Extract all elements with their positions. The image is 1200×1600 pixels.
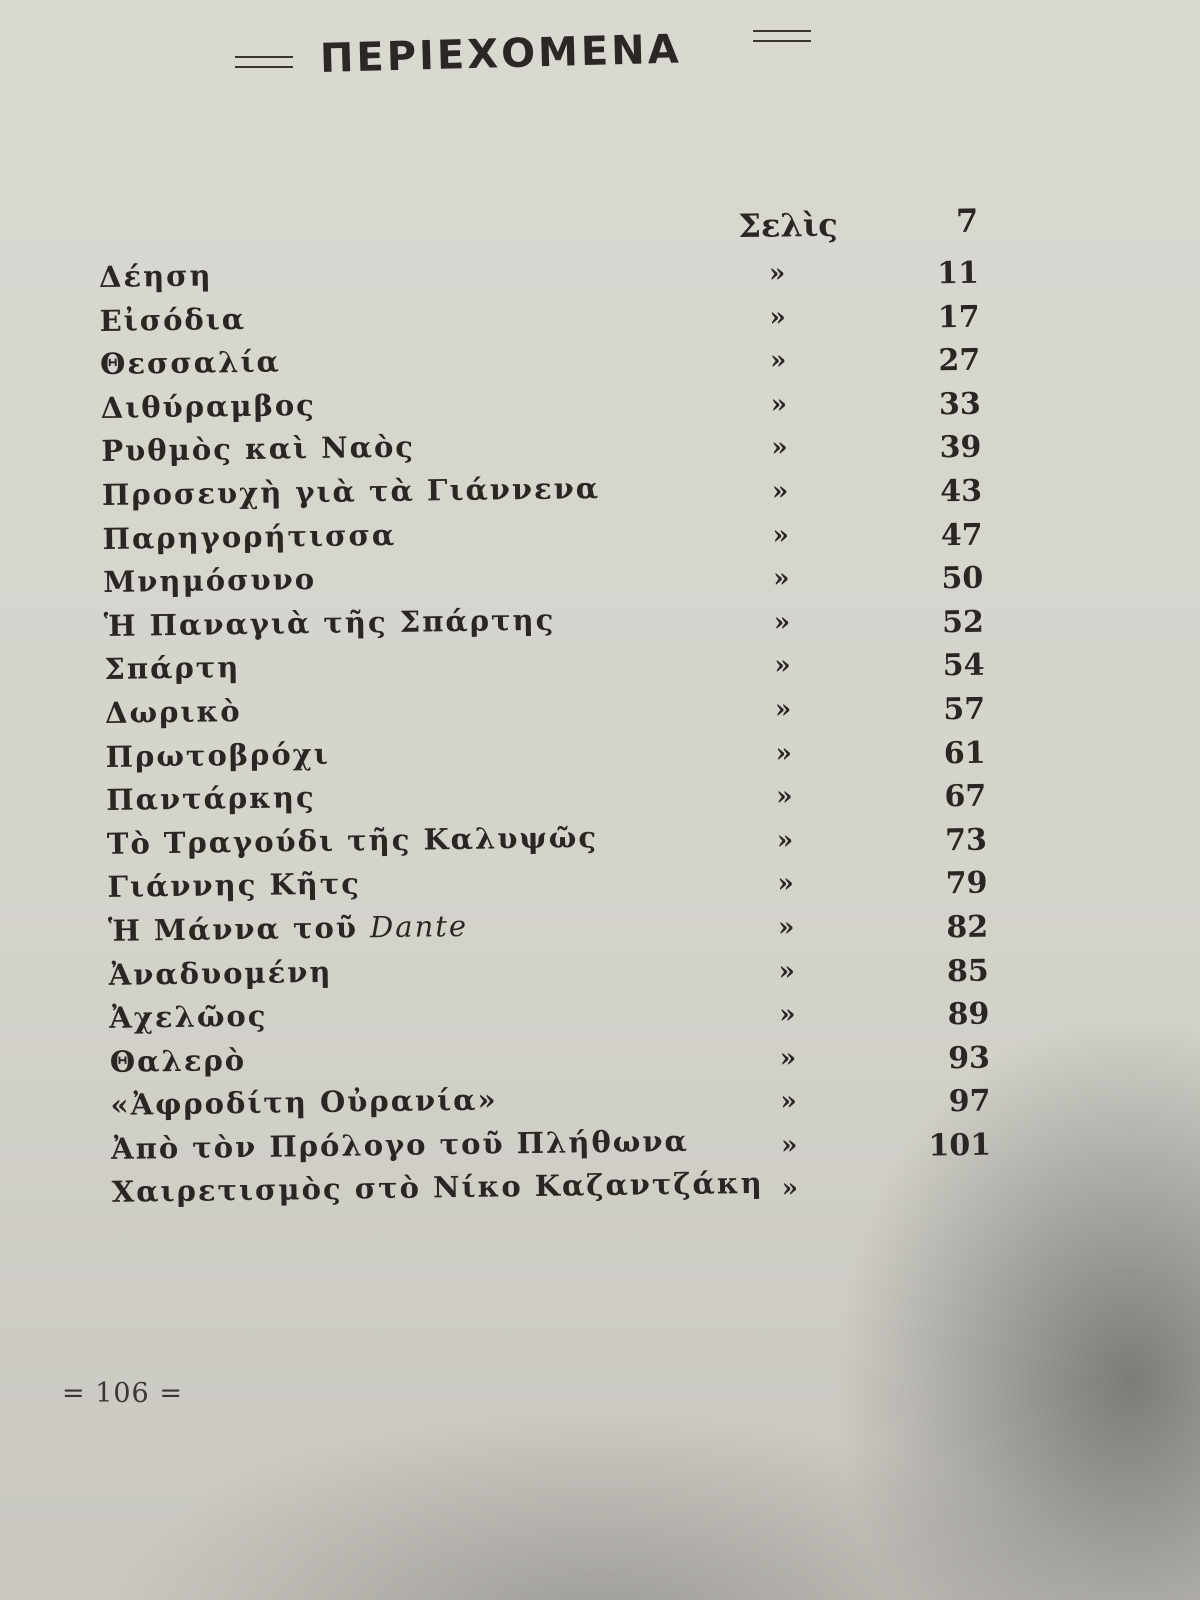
toc-entry-title-text: Ἡ Μάννα τοῦ bbox=[107, 910, 359, 948]
toc-entry-title-text: Παντάρκης bbox=[106, 780, 316, 818]
toc-entry-title bbox=[102, 471, 601, 512]
toc-entry-page: 61 bbox=[943, 735, 986, 771]
toc-entry-title-text: Γιάννης Κῆτς bbox=[107, 866, 362, 905]
toc-entry-title bbox=[100, 345, 281, 382]
toc-entry-title-text: Μνημόσυνο bbox=[102, 562, 317, 600]
toc-entry-page: 52 bbox=[941, 604, 985, 641]
toc-entry-title-text: Τὸ Τραγούδι τῆς Καλυψῶς bbox=[106, 819, 599, 861]
toc-entry-page: 79 bbox=[945, 865, 988, 902]
ditto-mark: » bbox=[774, 694, 792, 725]
toc-entry-title-text: Εἰσόδια bbox=[99, 301, 247, 338]
toc-entry-title-text: «Ἀφροδίτη Οὐρανία» bbox=[110, 1082, 498, 1123]
page-footer-number: = 106 = bbox=[62, 1378, 183, 1409]
ditto-mark: » bbox=[772, 519, 790, 551]
ditto-mark: » bbox=[773, 563, 790, 594]
toc-entry-title bbox=[108, 954, 332, 991]
toc-entry-page: 89 bbox=[947, 996, 990, 1033]
toc-entry-title-text: Διθύραμβος bbox=[100, 387, 317, 425]
toc-entry-title bbox=[105, 694, 242, 730]
toc-entry-page: 57 bbox=[943, 691, 986, 728]
toc-entry-title bbox=[101, 430, 415, 468]
ditto-mark: » bbox=[777, 868, 794, 899]
toc-entry-page: 54 bbox=[942, 648, 985, 684]
toc-entry-title-text: Παρηγορήτισσα bbox=[102, 517, 397, 556]
toc-entry-page: 50 bbox=[941, 560, 984, 597]
toc-entry-title-text: Θαλερὸ bbox=[109, 1042, 247, 1079]
toc-entry-title-text: Ἀναδυομένη bbox=[108, 954, 333, 992]
toc-entry-page: 33 bbox=[938, 386, 982, 423]
toc-entry-title-text: Ἀχελῶος bbox=[109, 998, 268, 1036]
toc-entry-page: 43 bbox=[940, 473, 983, 510]
toc-entry-title-text: Δωρικὸ bbox=[104, 693, 242, 730]
toc-entry-title-text: Σπάρτη bbox=[104, 650, 241, 687]
toc-entry-title bbox=[99, 302, 246, 338]
toc-entry-page: 47 bbox=[940, 517, 983, 553]
table-of-contents bbox=[98, 197, 1012, 1215]
ditto-mark: » bbox=[770, 389, 788, 420]
ditto-mark: » bbox=[774, 650, 791, 681]
ditto-mark: » bbox=[775, 737, 793, 769]
toc-entry-page: 97 bbox=[948, 1083, 991, 1120]
toc-entry-title bbox=[104, 602, 556, 642]
toc-entry-title-text: Ἡ Παναγιὰ τῆς Σπάρτης bbox=[103, 602, 556, 643]
toc-entry-title bbox=[101, 388, 317, 425]
toc-entry-page: 17 bbox=[937, 299, 980, 335]
toc-entry-title-italic: Dante bbox=[369, 908, 469, 945]
toc-entry-page: 73 bbox=[944, 822, 988, 858]
ditto-mark: » bbox=[777, 912, 795, 943]
toc-entry-title bbox=[107, 867, 361, 905]
toc-entry-title bbox=[107, 820, 599, 861]
toc-entry-page: 27 bbox=[938, 342, 981, 379]
ditto-mark: » bbox=[771, 432, 788, 463]
toc-entry-page: 93 bbox=[947, 1040, 991, 1076]
page-column-header: Σελὶς bbox=[738, 205, 839, 246]
page-title: ΠΕΡΙΕΧΟΜΕΝΑ bbox=[319, 26, 683, 82]
title-rule-right bbox=[753, 30, 811, 42]
toc-entry-title bbox=[105, 736, 330, 773]
toc-entry-title bbox=[108, 909, 468, 948]
ditto-mark: » bbox=[776, 781, 793, 812]
toc-entry-page: 85 bbox=[946, 953, 989, 989]
toc-entry-title-text: Ἀπὸ τὸν Πρόλογο τοῦ Πλήθωνα bbox=[110, 1123, 690, 1166]
ditto-mark: » bbox=[779, 1043, 797, 1074]
toc-entry-title-text: Δέηση bbox=[98, 258, 213, 294]
ditto-mark: » bbox=[780, 1130, 798, 1161]
ditto-mark: » bbox=[778, 955, 796, 987]
ditto-mark: » bbox=[781, 1173, 799, 1205]
toc-entry-page: 82 bbox=[946, 909, 989, 946]
ditto-mark: » bbox=[780, 1086, 797, 1117]
first-page-number: 7 bbox=[955, 201, 979, 241]
toc-entry-title-text: Χαιρετισμὸς στὸ Νίκο Καζαντζάκη bbox=[111, 1166, 764, 1210]
toc-entry-title bbox=[104, 650, 240, 686]
toc-entry-title-text: Θεσσαλία bbox=[99, 344, 282, 382]
toc-entry-title-text: Προσευχὴ γιὰ τὰ Γιάννενα bbox=[101, 470, 601, 512]
toc-entry-page: 67 bbox=[944, 778, 987, 815]
ditto-mark: » bbox=[776, 825, 794, 856]
toc-entry-title bbox=[99, 258, 213, 294]
toc-entry-title bbox=[110, 1083, 498, 1122]
toc-entry-page: 39 bbox=[939, 430, 982, 466]
toc-entry-title bbox=[109, 999, 268, 1035]
toc-entry-title bbox=[103, 562, 316, 599]
title-rule-left bbox=[235, 56, 293, 68]
toc-entry-title-text: Πρωτοβρόχι bbox=[105, 736, 330, 774]
ditto-mark: » bbox=[773, 607, 791, 638]
toc-entry-title bbox=[110, 1043, 247, 1079]
toc-entry-title bbox=[111, 1124, 689, 1166]
ditto-mark: » bbox=[768, 258, 786, 289]
toc-entries bbox=[99, 243, 1012, 1215]
toc-entry-title bbox=[111, 1166, 763, 1209]
toc-entry-title bbox=[102, 517, 396, 555]
toc-entry-title bbox=[106, 780, 316, 817]
toc-entry-page: 11 bbox=[936, 255, 980, 292]
ditto-mark: » bbox=[771, 476, 789, 507]
ditto-mark: » bbox=[779, 999, 796, 1030]
title-block bbox=[235, 18, 810, 88]
ditto-mark: » bbox=[769, 345, 787, 376]
toc-entry-page: 101 bbox=[928, 1127, 992, 1164]
ditto-mark: » bbox=[769, 302, 787, 333]
toc-entry-title-text: Ρυθμὸς καὶ Ναὸς bbox=[101, 429, 416, 469]
